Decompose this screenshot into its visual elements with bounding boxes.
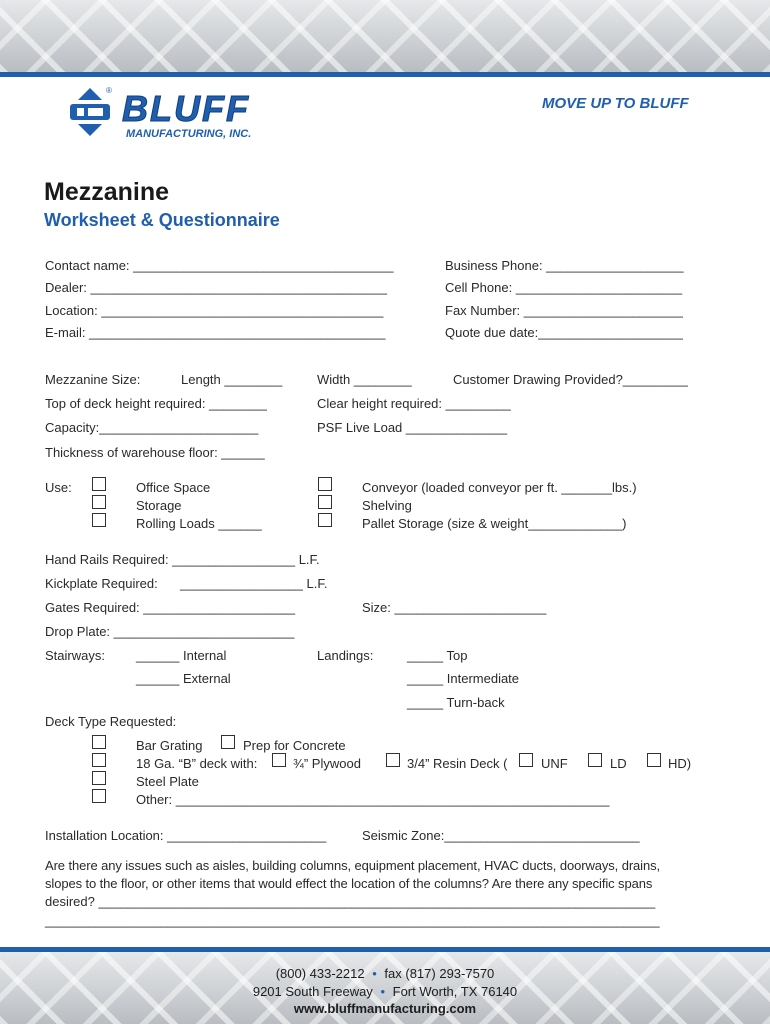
footer-fax: fax (817) 293-7570 [384, 966, 495, 981]
deck-steel-plate-checkbox[interactable] [92, 771, 106, 785]
bluff-emblem-icon [66, 86, 114, 146]
contact-name-field[interactable]: Contact name: ____________________________________ [45, 258, 394, 273]
psf-live-load-field[interactable]: PSF Live Load ______________ [317, 420, 508, 435]
footer-bullet-2: • [380, 984, 385, 999]
fax-number-field[interactable]: Fax Number: ______________________ [445, 303, 683, 318]
customer-drawing-field[interactable]: Customer Drawing Provided?_________ [453, 372, 688, 387]
capacity-field[interactable]: Capacity:______________________ [45, 420, 259, 435]
footer-phone-line [0, 966, 770, 981]
deck-hd-label: HD) [668, 756, 692, 771]
use-rolling-checkbox[interactable] [92, 513, 106, 527]
deck-other-field[interactable]: Other: ____________________________________________________________ [136, 792, 610, 807]
width-field[interactable]: Width ________ [317, 372, 412, 387]
deck-prep-concrete-label: Prep for Concrete [243, 738, 346, 753]
use-storage-label: Storage [136, 498, 182, 513]
question-line-2: slopes to the floor, or other items that would effect the location of the columns? Are there any specific spans [45, 876, 653, 891]
deck-bar-grating-checkbox[interactable] [92, 735, 106, 749]
deck-unf-label: UNF [541, 756, 568, 771]
dealer-field[interactable]: Dealer: _________________________________________ [45, 280, 387, 295]
landings-label: Landings: [317, 648, 374, 663]
email-field[interactable]: E-mail: _________________________________________ [45, 325, 386, 340]
stairways-label: Stairways: [45, 648, 105, 663]
use-conveyor-checkbox[interactable] [318, 477, 332, 491]
footer-address-line [0, 984, 770, 999]
floor-thickness-field[interactable]: Thickness of warehouse floor: ______ [45, 445, 265, 460]
quote-due-field[interactable]: Quote due date:____________________ [445, 325, 683, 340]
footer-bullet: • [372, 966, 377, 981]
location-field[interactable]: Location: _______________________________________ [45, 303, 384, 318]
hand-rails-field[interactable]: Hand Rails Required: _________________ L.F. [45, 552, 320, 567]
page-subtitle: Worksheet & Questionnaire [44, 210, 280, 230]
deck-ld-checkbox[interactable] [588, 753, 602, 767]
gate-size-field[interactable]: Size: _____________________ [362, 600, 547, 615]
question-answer-line-2[interactable]: _____________________________________________________________________________________ [45, 913, 660, 928]
use-shelving-label: Shelving [362, 498, 412, 513]
logo-wordmark: BLUFF [122, 88, 250, 129]
use-rolling-label: Rolling Loads ______ [136, 516, 262, 531]
footer-city: Fort Worth, TX 76140 [392, 984, 518, 999]
seismic-zone-field[interactable]: Seismic Zone:___________________________ [362, 828, 640, 843]
use-office-checkbox[interactable] [92, 477, 106, 491]
deck-type-label: Deck Type Requested: [45, 714, 177, 729]
stairs-internal-field[interactable]: ______ Internal [136, 648, 227, 663]
landing-intermediate-field[interactable]: _____ Intermediate [407, 671, 520, 686]
use-conveyor-label: Conveyor (loaded conveyor per ft. _______lbs.) [362, 480, 637, 495]
registered-mark: ® [106, 86, 112, 95]
use-pallet-label: Pallet Storage (size & weight_____________) [362, 516, 627, 531]
landing-top-field[interactable]: _____ Top [407, 648, 468, 663]
gates-field[interactable]: Gates Required: _____________________ [45, 600, 296, 615]
kickplate-field[interactable]: _________________ L.F. [180, 576, 328, 591]
use-office-label: Office Space [136, 480, 211, 495]
header-diamond-plate [0, 0, 770, 72]
deck-18ga-label: 18 Ga. “B” deck with: [136, 756, 258, 771]
deck-plywood-checkbox[interactable] [272, 753, 286, 767]
company-logo [66, 86, 306, 146]
stairs-external-field[interactable]: ______ External [136, 671, 231, 686]
page-title: Mezzanine [44, 178, 170, 206]
question-line-1: Are there any issues such as aisles, building columns, equipment placement, HVAC ducts, doorways, drains, [45, 858, 661, 873]
kickplate-label: Kickplate Required: [45, 576, 158, 591]
length-field[interactable]: Length ________ [181, 372, 283, 387]
deck-steel-plate-label: Steel Plate [136, 774, 199, 789]
deck-other-checkbox[interactable] [92, 789, 106, 803]
use-pallet-checkbox[interactable] [318, 513, 332, 527]
deck-18ga-checkbox[interactable] [92, 753, 106, 767]
deck-resin-label: 3/4” Resin Deck ( [407, 756, 508, 771]
deck-height-field[interactable]: Top of deck height required: ________ [45, 396, 267, 411]
footer-website[interactable]: www.bluffmanufacturing.com [293, 1001, 477, 1016]
use-shelving-checkbox[interactable] [318, 495, 332, 509]
deck-resin-checkbox[interactable] [386, 753, 400, 767]
deck-unf-checkbox[interactable] [519, 753, 533, 767]
business-phone-field[interactable]: Business Phone: ___________________ [445, 258, 684, 273]
use-label: Use: [45, 480, 72, 495]
installation-location-field[interactable]: Installation Location: ______________________ [45, 828, 327, 843]
deck-bar-grating-label: Bar Grating [136, 738, 203, 753]
tagline: MOVE UP TO BLUFF [542, 95, 689, 112]
mezzanine-size-label: Mezzanine Size: [45, 372, 141, 387]
header-blue-rule [0, 72, 770, 77]
deck-plywood-label: ¾” Plywood [293, 756, 361, 771]
clear-height-field[interactable]: Clear height required: _________ [317, 396, 511, 411]
drop-plate-field[interactable]: Drop Plate: _________________________ [45, 624, 295, 639]
cell-phone-field[interactable]: Cell Phone: _______________________ [445, 280, 683, 295]
landing-turnback-field[interactable]: _____ Turn-back [407, 695, 505, 710]
deck-prep-concrete-checkbox[interactable] [221, 735, 235, 749]
logo-subtitle: MANUFACTURING, INC. [126, 128, 252, 140]
footer-phone: (800) 433-2212 [275, 966, 365, 981]
question-answer-line-1[interactable]: desired? _____________________________________________________________________________ [45, 894, 656, 909]
use-storage-checkbox[interactable] [92, 495, 106, 509]
deck-hd-checkbox[interactable] [647, 753, 661, 767]
footer-address: 9201 South Freeway [252, 984, 373, 999]
deck-ld-label: LD [610, 756, 627, 771]
